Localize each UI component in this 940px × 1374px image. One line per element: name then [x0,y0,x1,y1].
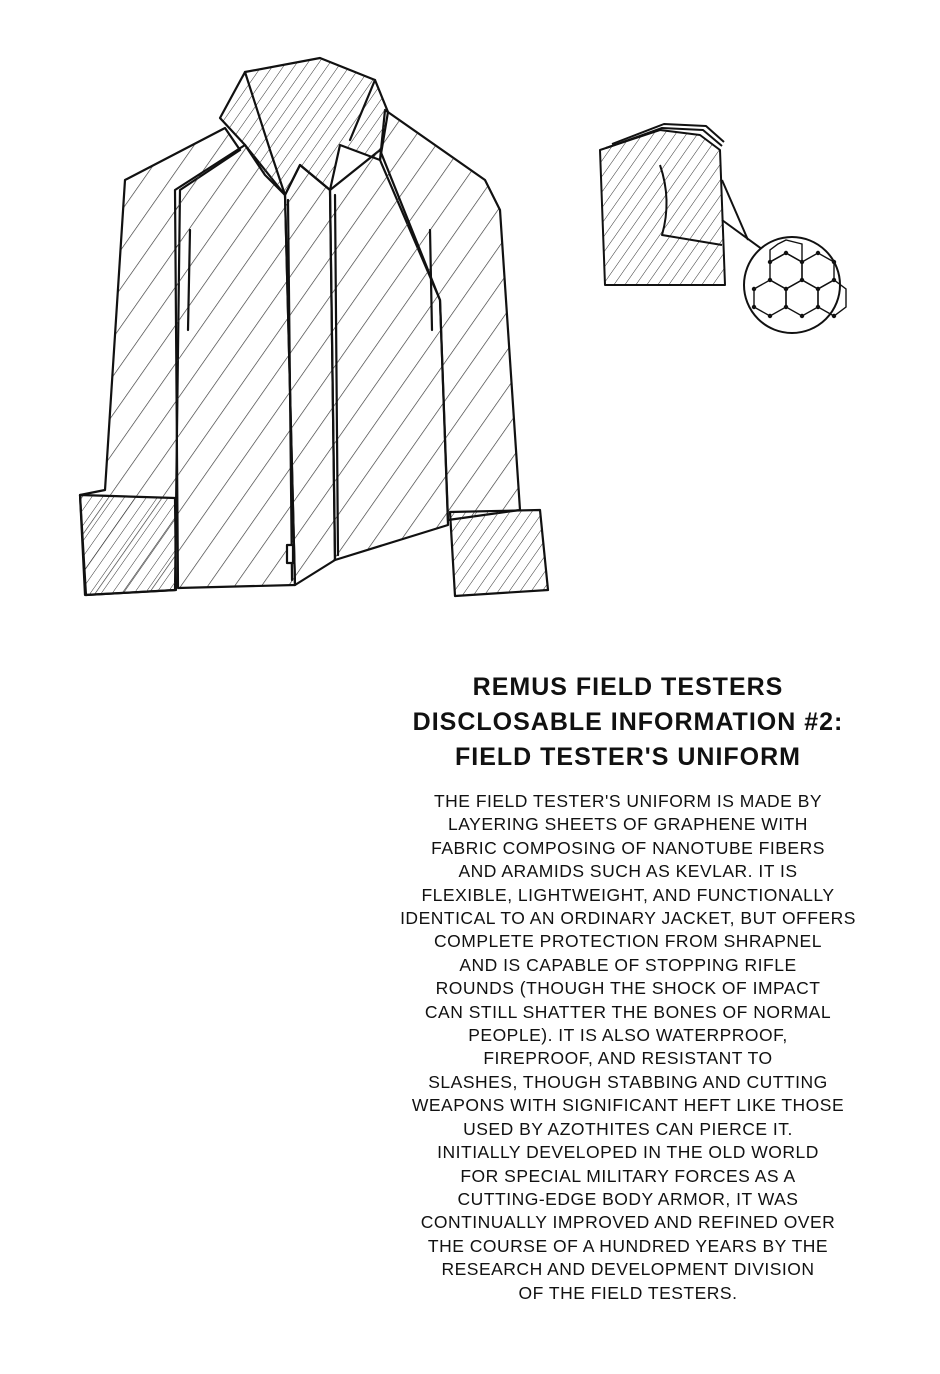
info-heading [368,670,888,775]
description-line: THE COURSE OF A HUNDRED YEARS BY THE [427,1235,829,1256]
description-line: CONTINUALLY IMPROVED AND REFINED OVER [420,1212,836,1233]
description-line: SLASHES, THOUGH STABBING AND CUTTING [428,1071,828,1092]
description-line: CAN STILL SHATTER THE BONES OF NORMAL [424,1001,832,1022]
description-line: INITIALLY DEVELOPED IN THE OLD WORLD [437,1142,819,1163]
description-line: AND ARAMIDS SUCH AS KEVLAR. IT IS [458,861,798,882]
description-line: ROUNDS (THOUGH THE SHOCK OF IMPACT [435,978,821,999]
heading-line: DISCLOSABLE INFORMATION #2: [412,708,844,736]
hexagonal-lattice-magnifier [744,237,846,333]
description-line: RESEARCH AND DEVELOPMENT DIVISION [441,1259,815,1280]
description-line: WEAPONS WITH SIGNIFICANT HEFT LIKE THOSE [411,1095,845,1116]
description-line: FIREPROOF, AND RESISTANT TO [483,1048,773,1069]
description-line: FABRIC COMPOSING OF NANOTUBE FIBERS [431,837,825,858]
description-line: IDENTICAL TO AN ORDINARY JACKET, BUT OFFERS [400,908,856,929]
description-line: AND IS CAPABLE OF STOPPING RIFLE [459,954,797,975]
heading-line: FIELD TESTER'S UNIFORM [455,743,801,771]
description-line: OF THE FIELD TESTERS. [518,1282,738,1303]
description-line: USED BY AZOTHITES CAN PIERCE IT. [463,1118,793,1139]
description-line: CUTTING-EDGE BODY ARMOR, IT WAS [457,1188,799,1209]
description-line: FOR SPECIAL MILITARY FORCES AS A [460,1165,796,1186]
description-line: COMPLETE PROTECTION FROM SHRAPNEL [434,931,822,952]
description-line: LAYERING SHEETS OF GRAPHENE WITH [448,814,808,835]
info-description [360,790,896,1305]
heading-line: REMUS FIELD TESTERS [472,673,784,701]
fabric-layer-sketch [600,124,770,285]
description-line: FLEXIBLE, LIGHTWEIGHT, AND FUNCTIONALLY [421,884,835,905]
description-line: PEOPLE). IT IS ALSO WATERPROOF, [468,1025,788,1046]
illustration-canvas [0,0,940,640]
jacket-sketch [80,58,548,596]
description-line: THE FIELD TESTER'S UNIFORM IS MADE BY [433,791,823,811]
